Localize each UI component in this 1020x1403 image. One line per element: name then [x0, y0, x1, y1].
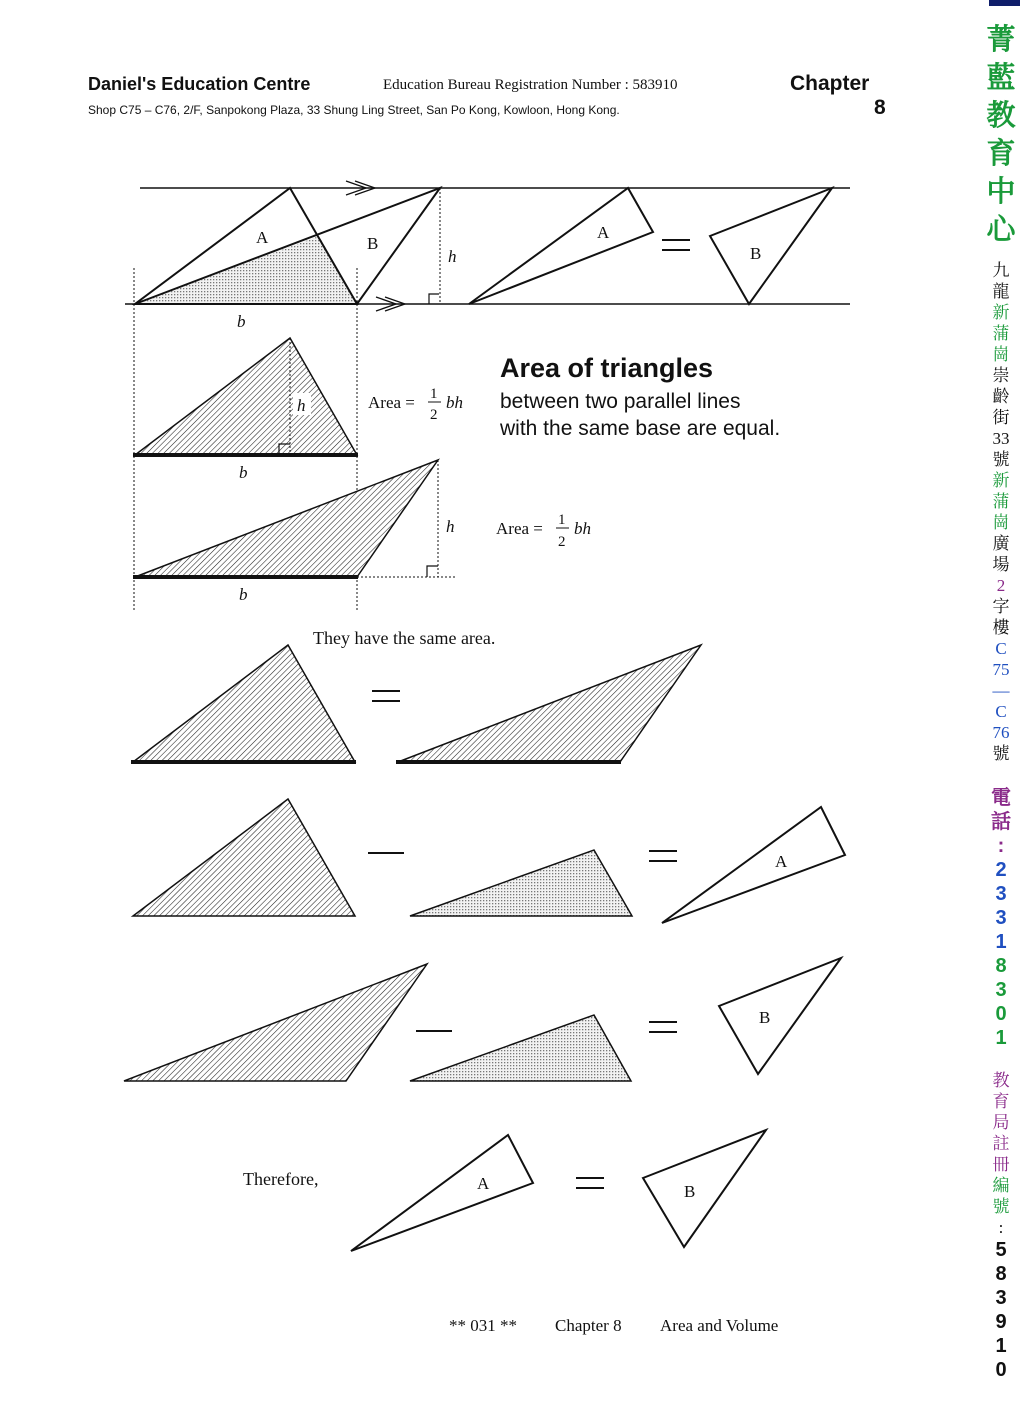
brand-vertical [985, 26, 1017, 254]
phone-digit: 3 [995, 979, 1007, 1001]
triangle-A-result [662, 807, 845, 923]
registration-number-vertical [985, 1240, 1017, 1384]
address-char: 號 [992, 744, 1010, 763]
reg-number-char: 0 [995, 1359, 1007, 1381]
label-B-final: B [684, 1182, 696, 1201]
reg-label-char: 育 [992, 1092, 1010, 1111]
label-A-final: A [477, 1174, 490, 1193]
address-char: C [995, 702, 1007, 721]
area-formula-1-num: 1 [430, 386, 438, 402]
phone-digit: 2 [995, 859, 1007, 881]
address-char: 新 [992, 471, 1010, 490]
address-char: 龍 [992, 282, 1010, 301]
label-A-result: A [775, 852, 788, 871]
hatched-triangle-1 [135, 338, 357, 455]
triangle-B-final [643, 1130, 766, 1247]
reg-number-char: 3 [995, 1287, 1007, 1309]
chapter-label: Chapter [790, 72, 870, 95]
address-char: 崇 [992, 366, 1010, 385]
hatched-triangle-2 [135, 460, 438, 577]
reg-number-char: 8 [995, 1263, 1007, 1285]
heading-line-1: between two parallel lines [500, 390, 741, 413]
phone-label-char: 話 [991, 811, 1011, 833]
address-char: 字 [992, 597, 1010, 616]
area-formula-2-suffix: bh [574, 519, 591, 538]
label-A-top-left: A [256, 228, 269, 247]
area-formula-2-num: 1 [558, 512, 566, 528]
shaded-triangle-2 [410, 1015, 631, 1081]
label-b-2: b [239, 585, 248, 604]
label-B-top-right: B [750, 244, 762, 263]
label-A-top-right: A [597, 223, 610, 242]
address-char: — [992, 681, 1010, 700]
phone-digit: 3 [995, 907, 1007, 929]
phone-digit: 3 [995, 883, 1007, 905]
address-char: 場 [992, 555, 1010, 574]
reg-number-char: 5 [995, 1239, 1007, 1261]
label-b-1: b [239, 463, 248, 482]
address-char: 樓 [992, 618, 1010, 637]
brand-char: 育 [986, 138, 1016, 170]
centre-name: Daniel's Education Centre [88, 74, 311, 94]
area-formula-1-prefix: Area = [368, 393, 415, 412]
shaded-triangle-1 [410, 850, 632, 916]
address-char: 號 [992, 450, 1010, 469]
address-vertical [985, 262, 1017, 766]
hatched-triangle-3 [133, 645, 355, 762]
strip-top-bar [989, 0, 1020, 6]
triangle-A-top [469, 188, 653, 304]
address-char: 蒲 [992, 492, 1010, 511]
chapter-number: 8 [874, 96, 886, 119]
triangle-B-top [710, 188, 832, 304]
reg-number-char: 1 [995, 1335, 1007, 1357]
area-formula-2-den: 2 [558, 534, 566, 550]
heading-title: Area of triangles [500, 353, 714, 383]
area-formula-1-suffix: bh [446, 393, 463, 412]
address-char: 蒲 [992, 324, 1010, 343]
reg-label-char: 註 [992, 1134, 1010, 1153]
phone-digit: 8 [995, 955, 1007, 977]
address-char: 2 [996, 576, 1006, 595]
reg-label-char: 局 [992, 1113, 1010, 1132]
brand-char: 菁 [986, 24, 1016, 56]
footer-chapter: Chapter 8 [555, 1316, 622, 1335]
right-angle-mark-top [429, 294, 439, 304]
heading-line-2: with the same base are equal. [500, 417, 781, 440]
label-B-result: B [759, 1008, 771, 1027]
reg-label-char: 冊 [992, 1155, 1010, 1174]
address-char: 新 [992, 303, 1010, 322]
right-angle-mark-2 [427, 566, 438, 577]
address-char: 33 [992, 429, 1010, 448]
address-char: C [995, 639, 1007, 658]
phone-digit: 1 [995, 1027, 1007, 1049]
reg-label-char: : [998, 1218, 1004, 1237]
label-h-top: h [448, 247, 457, 266]
reg-label-char: 號 [992, 1197, 1010, 1216]
brand-char: 心 [986, 214, 1016, 246]
registration-label-vertical [985, 1072, 1017, 1240]
hatched-triangle-5 [133, 799, 355, 916]
brand-char: 中 [986, 176, 1016, 208]
triangle-A-final [351, 1135, 533, 1251]
address-char: 街 [992, 408, 1010, 427]
address-char: 76 [992, 723, 1010, 742]
label-B-top-left: B [367, 234, 379, 253]
footer-page-number: ** 031 ** [449, 1316, 517, 1335]
footer-topic: Area and Volume [660, 1316, 779, 1335]
area-formula-1-den: 2 [430, 407, 438, 423]
phone-label-char: 電 [991, 787, 1011, 809]
label-h-1: h [297, 396, 306, 415]
reg-label-char: 教 [992, 1071, 1010, 1090]
address-char: 齡 [992, 387, 1010, 406]
triangle-B-result [719, 958, 841, 1074]
hatched-triangle-6 [124, 964, 427, 1081]
reg-label-char: 編 [992, 1176, 1010, 1195]
centre-address: Shop C75 – C76, 2/F, Sanpokong Plaza, 33 Shung Ling Street, San Po Kong, Kowloon, Hong Kong. [88, 103, 620, 117]
address-char: 廣 [992, 534, 1010, 553]
area-formula-2-prefix: Area = [496, 519, 543, 538]
phone-vertical [985, 788, 1017, 1052]
registration-number: Education Bureau Registration Number : 583910 [383, 77, 678, 93]
brand-char: 藍 [986, 62, 1016, 94]
label-h-2: h [446, 517, 455, 536]
address-char: 崗 [992, 513, 1010, 532]
same-area-caption: They have the same area. [313, 628, 496, 648]
address-char: 崗 [992, 345, 1010, 364]
phone-digit: 1 [995, 931, 1007, 953]
address-char: 75 [992, 660, 1010, 679]
label-b-top: b [237, 312, 246, 331]
hatched-triangle-4 [398, 645, 701, 762]
address-char: 九 [992, 261, 1010, 280]
phone-label-char: : [997, 835, 1005, 857]
phone-digit: 0 [995, 1003, 1007, 1025]
brand-char: 教 [986, 100, 1016, 132]
therefore-caption: Therefore, [243, 1169, 319, 1189]
reg-number-char: 9 [995, 1311, 1007, 1333]
